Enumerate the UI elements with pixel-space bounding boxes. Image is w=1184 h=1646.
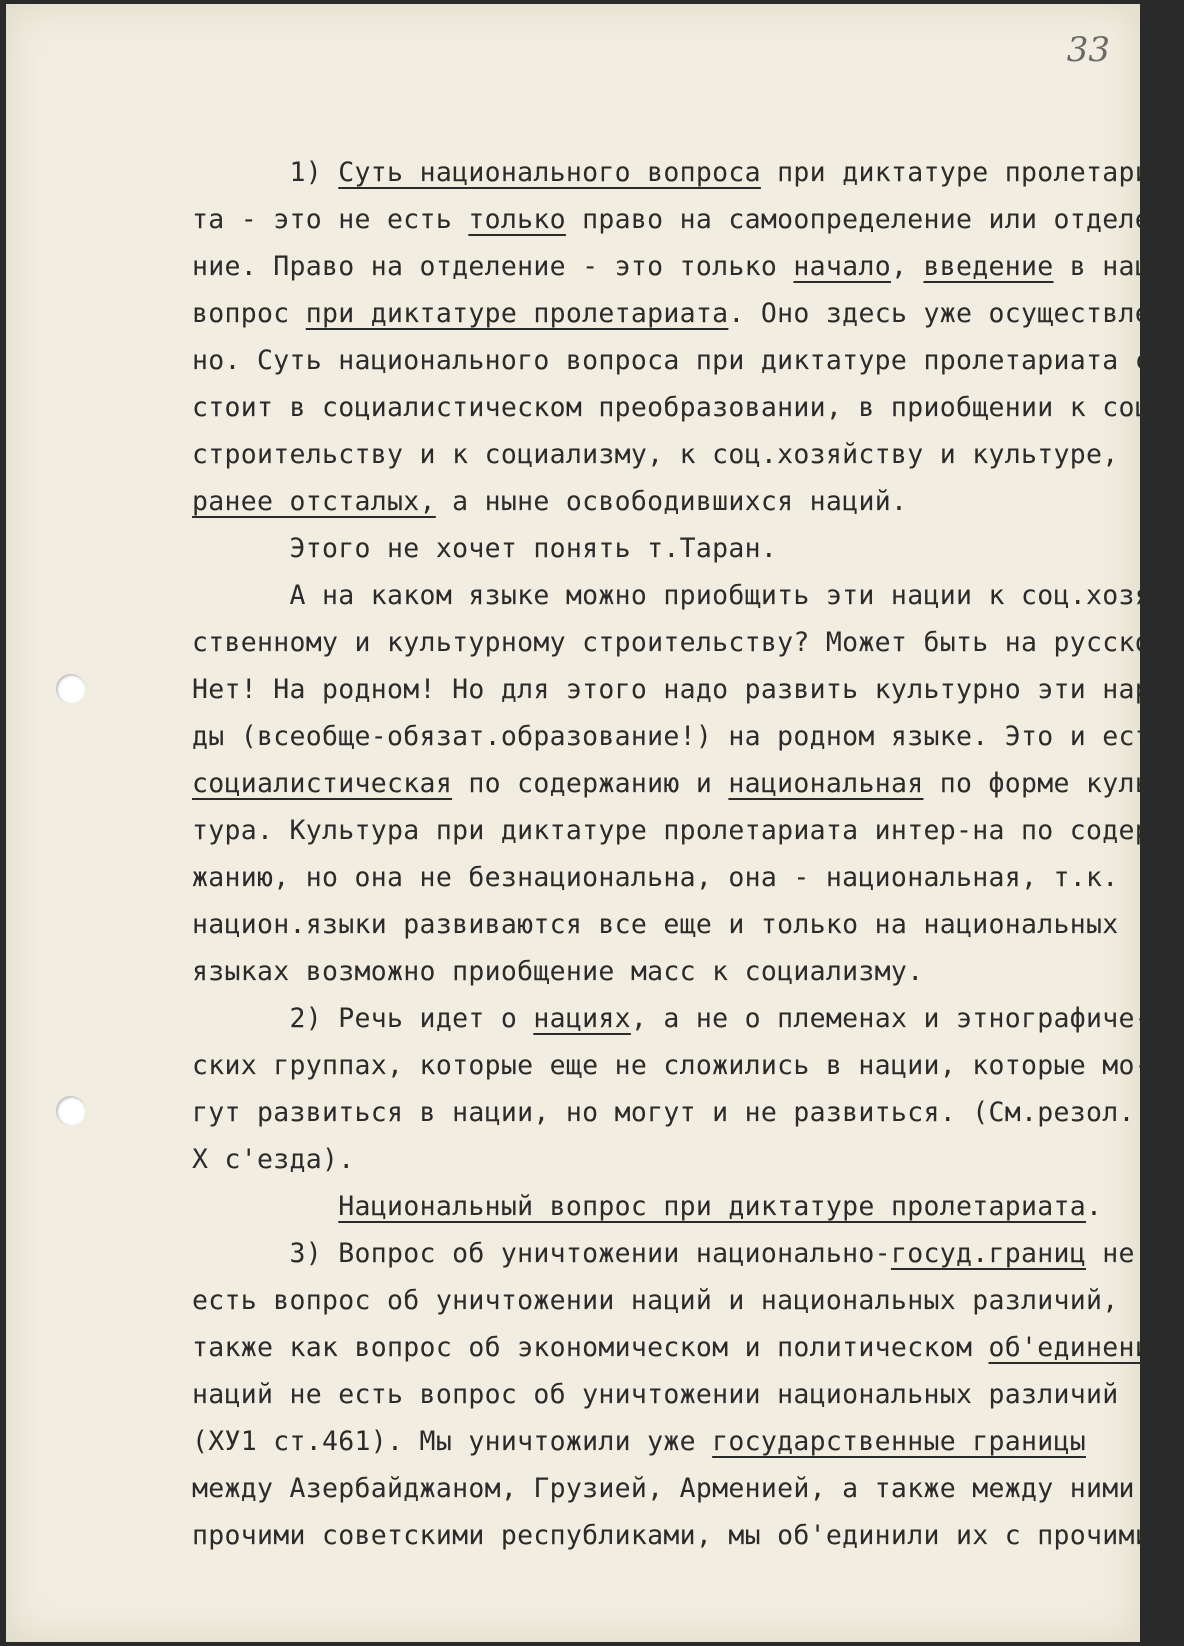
underlined-text-run: только [468,204,566,235]
text-run: вопрос [192,298,306,329]
underlined-text-run: госуд.границ [890,1238,1086,1269]
text-run: Этого не хочет понять т.Таран. [192,533,778,564]
text-run: стоит в социалистическом преобразовании, в приобщении к соц. [192,392,1168,423]
text-run: 3) Вопрос об уничтожении национально- [192,1238,891,1269]
text-run: ды (всеобще-обязат.образование!) на родном языке. Это и есть [192,721,1168,752]
text-line [192,1183,1132,1230]
text-run: 1) [192,157,339,188]
underlined-text-run: начало [793,251,891,282]
text-run: ственному и культурному строительству? Может быть на русском? [192,627,1184,658]
text-run: по форме куль- [923,768,1168,799]
underlined-text-run: национальная [728,768,924,799]
underlined-text-run: Национальный вопрос при диктатуре пролетариата [338,1191,1086,1222]
text-run: право на самоопределение или отделе- [565,204,1168,235]
text-run: по содержанию и [452,768,729,799]
typed-text-body [192,149,1184,1559]
text-run: ние. Право на отделение - это только [192,251,794,282]
text-run [192,1191,338,1222]
punch-hole [56,1096,86,1126]
text-line [192,760,1168,807]
underlined-text-run: об'единении [988,1332,1168,1363]
text-run: при диктатуре пролетариа- [760,157,1184,188]
document-page [6,4,1184,1642]
text-run: тура. Культура при диктатуре пролетариата интер-на по содер- [192,815,1168,846]
underlined-text-run: при диктатуре пролетариата [305,298,729,329]
text-line [192,1042,1152,1089]
text-run: та - это не есть [192,204,469,235]
page-number: 33 [1066,30,1110,70]
text-run: не [1086,1238,1135,1269]
text-run: А на каком языке можно приобщить эти нации к соц.хозяй- [192,580,1184,611]
text-run: в нац. [1053,251,1168,282]
text-line [192,619,1184,666]
text-run: гут развиться в нации, но могут и не развиться. (См.резол. [192,1097,1135,1128]
text-line [192,478,1132,525]
text-run: 2) Речь идет о [192,1003,534,1034]
text-run: . [1086,1191,1103,1222]
text-run: национ.языки развиваются все еще и только на национальных [192,909,1119,940]
text-run: Х с'езда). [192,1144,355,1175]
text-run: , а не о племенах и этнографиче- [630,1003,1152,1034]
text-line [192,290,1168,337]
text-line [192,431,1132,478]
text-line [192,243,1168,290]
text-line [192,572,1184,619]
text-run: прочими советскими республиками, мы об'единили их с прочими [192,1520,1152,1551]
text-line [192,713,1168,760]
text-run: также как вопрос об экономическом и политическом [192,1332,989,1363]
text-line [192,1418,1132,1465]
text-line [192,1371,1132,1418]
text-run: жанию, но она не безнациональна, она - национальная, т.к. [192,862,1119,893]
underlined-text-run: социалистическая [192,768,453,799]
underlined-text-run: нациях [533,1003,631,1034]
text-line [192,1512,1152,1559]
text-line [192,666,1184,713]
underlined-text-run: введение [923,251,1054,282]
punch-hole [56,674,86,704]
underlined-text-run: ранее отсталых, [192,486,436,517]
text-line [192,1136,1132,1183]
text-line [192,807,1168,854]
text-run: а ныне освободившихся наций. [435,486,908,517]
text-line [192,337,1184,384]
text-line [192,901,1132,948]
text-run: строительству и к социализму, к соц.хозяйству и культуре, [192,439,1119,470]
text-run: (ХУ1 ст.461). Мы уничтожили уже [192,1426,713,1457]
text-line [192,384,1168,431]
text-run: но. Суть национального вопроса при диктатуре пролетариата со- [192,345,1184,376]
text-run: между Азербайджаном, Грузией, Арменией, а также между ними и [192,1473,1168,1504]
text-run: ских группах, которые еще не сложились в нации, которые мо- [192,1050,1152,1081]
text-line [192,948,1132,995]
text-line [192,1277,1132,1324]
text-line [192,854,1132,901]
text-line [192,196,1168,243]
text-line [192,1465,1168,1512]
text-line [192,525,1132,572]
underlined-text-run: Суть национального вопроса [338,157,761,188]
text-line [192,1324,1168,1371]
text-run: наций не есть вопрос об уничтожении национальных различий [192,1379,1119,1410]
text-run: , [890,251,924,282]
text-line [192,149,1184,196]
text-line [192,1089,1135,1136]
text-line [192,1230,1135,1277]
text-line [192,995,1152,1042]
text-run: Нет! На родном! Но для этого надо развить культурно эти наро- [192,674,1184,705]
text-run: . Оно здесь уже осуществле- [728,298,1168,329]
text-run: есть вопрос об уничтожении наций и национальных различий, [192,1285,1119,1316]
text-run: языках возможно приобщение масс к социализму. [192,956,924,987]
underlined-text-run: государственные границы [712,1426,1086,1457]
